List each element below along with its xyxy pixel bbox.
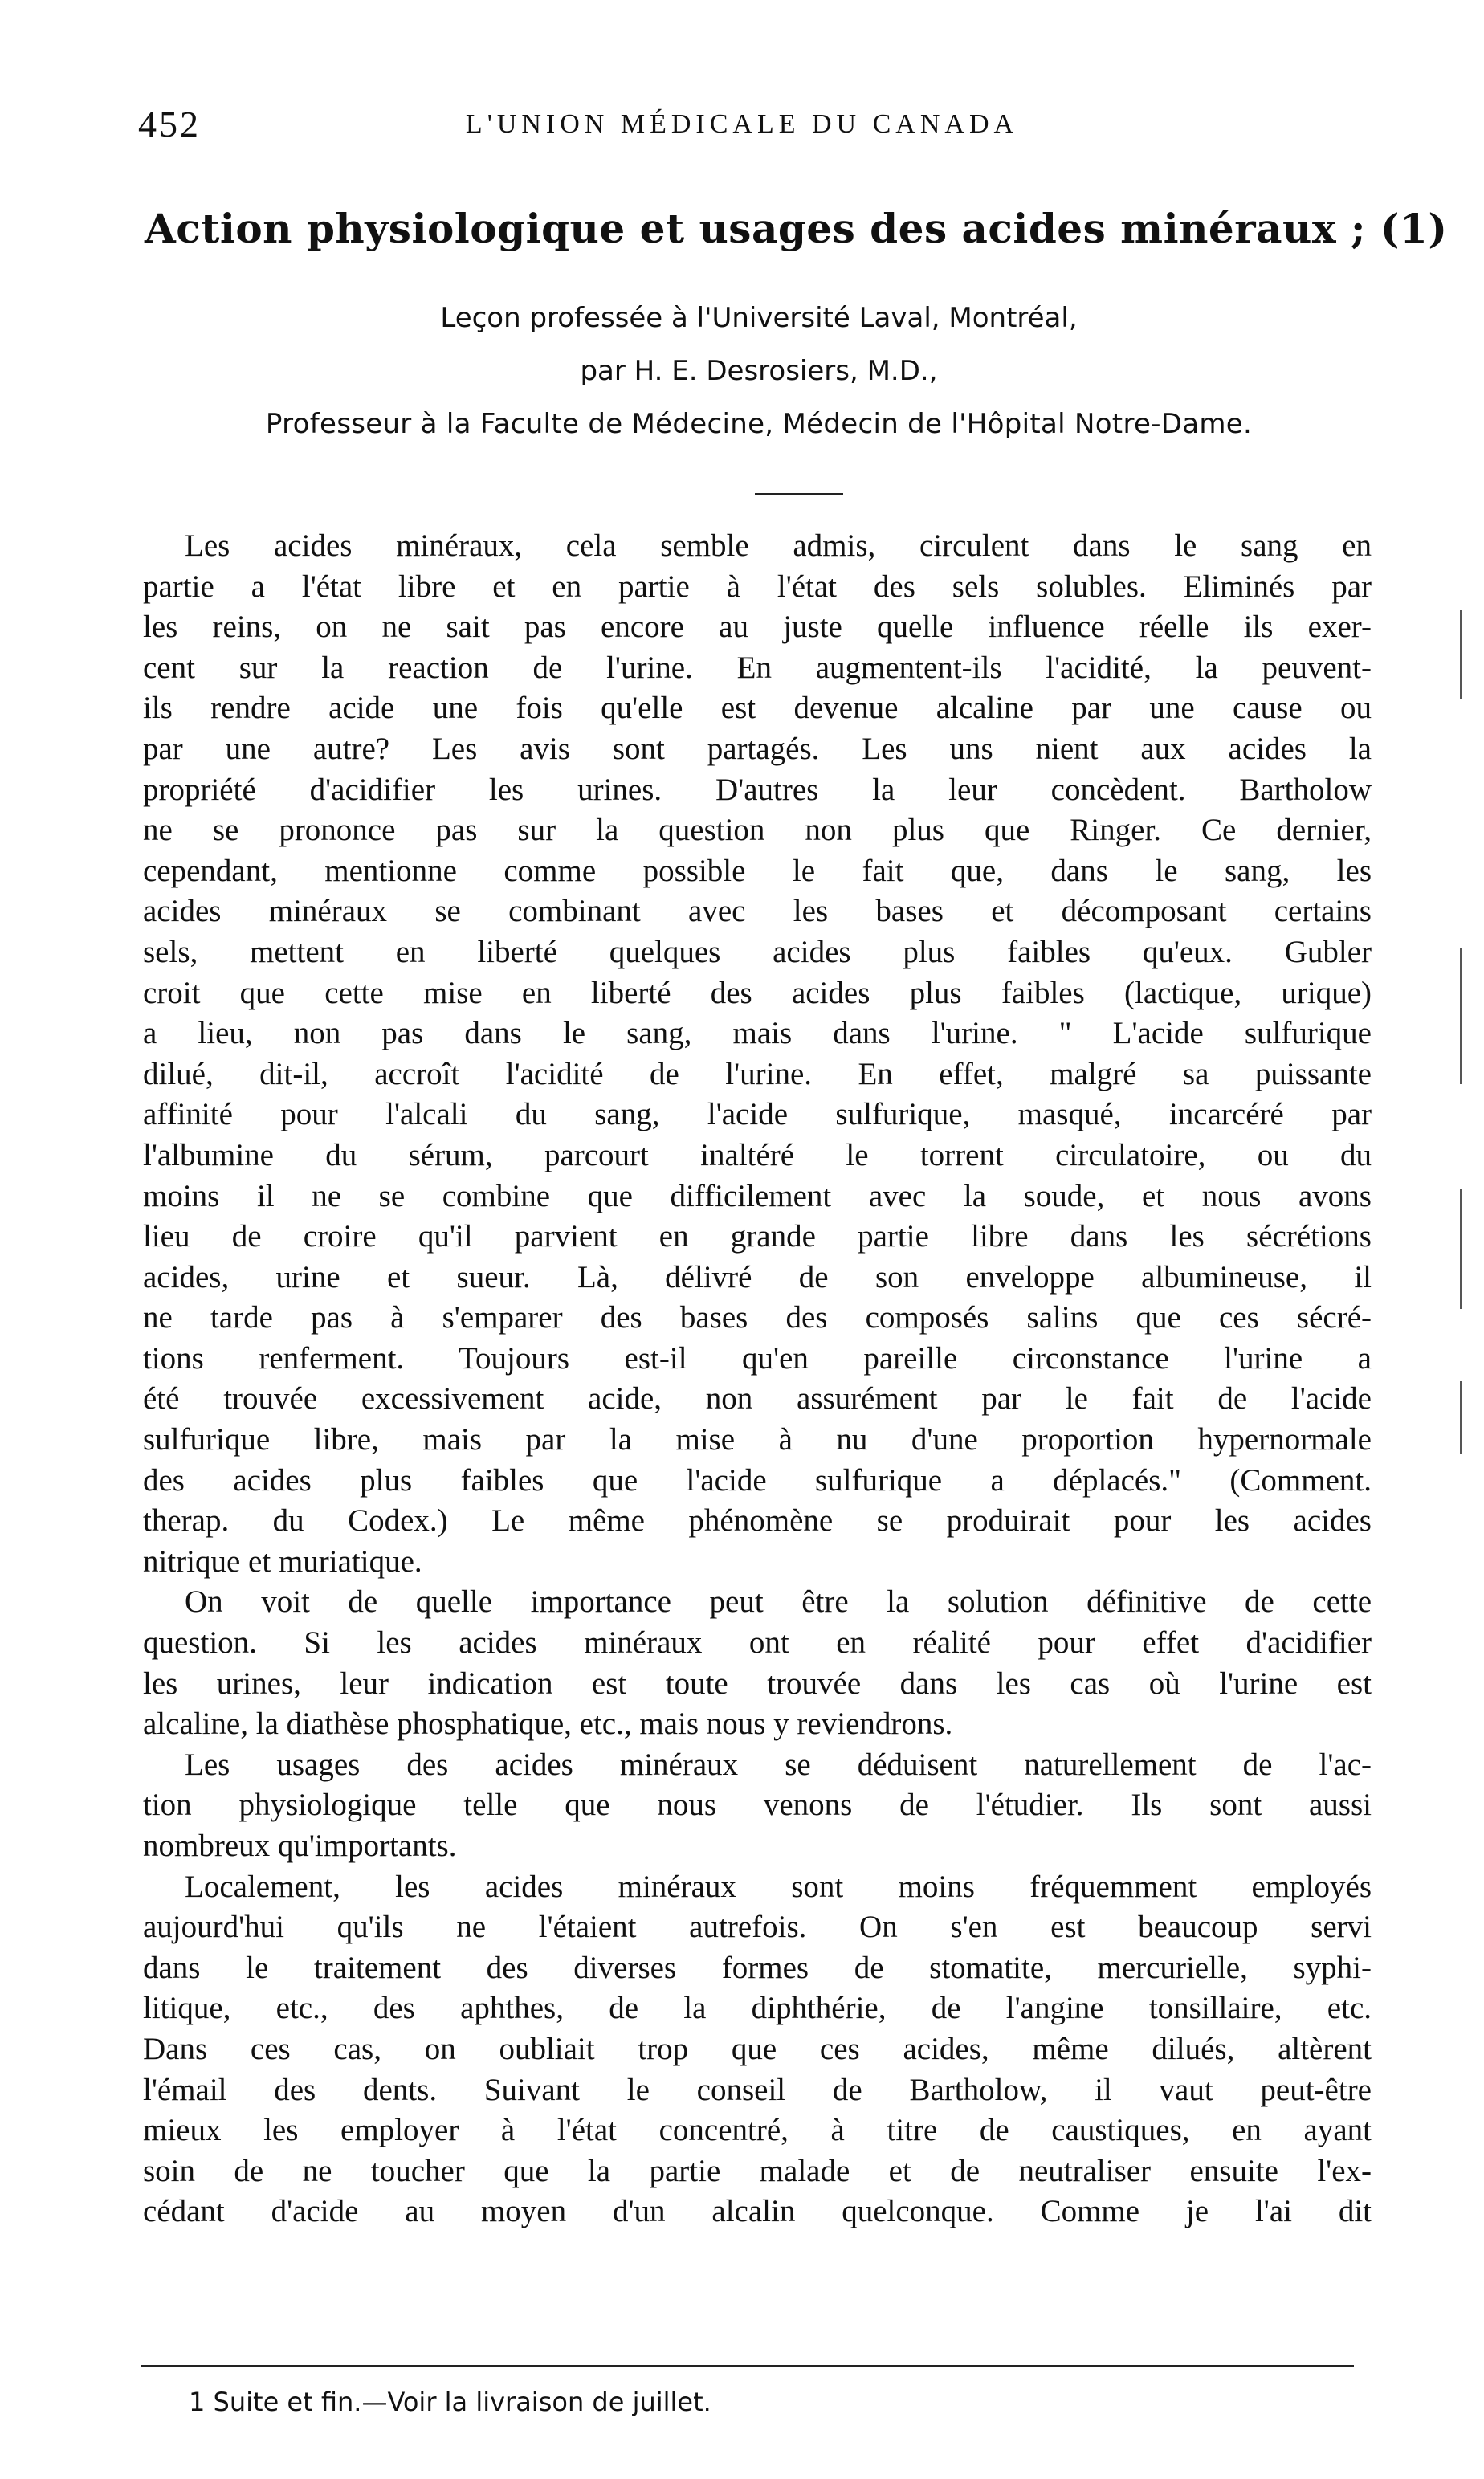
body-line: cent sur la reaction de l'urine. En augmentent-ils l'acidité, la peuvent- (143, 650, 1372, 685)
body-line: les urines, leur indication est toute trouvée dans les cas où l'urine est (143, 1666, 1372, 1701)
footnote: 1 Suite et fin.—Voir la livraison de juillet. (189, 2387, 711, 2417)
author-affiliation: Professeur à la Faculte de Médecine, Médecin de l'Hôpital Notre-Dame. (265, 408, 1253, 440)
body-line: Les acides minéraux, cela semble admis, circulent dans le sang en (185, 528, 1372, 563)
article-subtitle: Leçon professée à l'Université Laval, Montréal, (440, 302, 1078, 334)
body-line: Localement, les acides minéraux sont moins fréquemment employés (185, 1869, 1372, 1904)
body-line: des acides plus faibles que l'acide sulfurique a déplacés." (Comment. (143, 1462, 1372, 1498)
body-line: propriété d'acidifier les urines. D'autres la leur concèdent. Bartholow (143, 772, 1372, 807)
margin-mark (1460, 610, 1462, 699)
page-header (0, 103, 1484, 151)
body-line: par une autre? Les avis sont partagés. Les uns nient aux acides la (143, 731, 1372, 766)
running-head: L'UNION MÉDICALE DU CANADA (465, 109, 1019, 139)
body-line: litique, etc., des aphthes, de la diphthérie, de l'angine tonsillaire, etc. (143, 1991, 1372, 2026)
body-line: soin de ne toucher que la partie malade et de neutraliser ensuite l'ex- (143, 2153, 1372, 2188)
body-line: cédant d'acide au moyen d'un alcalin quelconque. Comme je l'ai dit (143, 2194, 1372, 2229)
body-line: dilué, dit-il, accroît l'acidité de l'urine. En effet, malgré sa puissante (143, 1056, 1372, 1091)
body-line: acides minéraux se combinant avec les bases et décomposant certains (143, 894, 1372, 929)
body-line: question. Si les acides minéraux ont en réalité pour effet d'acidifier (143, 1625, 1372, 1661)
body-line: les reins, on ne sait pas encore au juste quelle influence réelle ils exer- (143, 610, 1372, 645)
body-line: On voit de quelle importance peut être la solution définitive de cette (185, 1584, 1372, 1620)
body-line: sulfurique libre, mais par la mise à nu d'une proportion hypernormale (143, 1422, 1372, 1458)
article-title: Action physiologique et usages des acides minéraux ; (1) (145, 205, 1448, 252)
body-line: a lieu, non pas dans le sang, mais dans l'urine. " L'acide sulfurique (143, 1016, 1372, 1051)
author-line: par H. E. Desrosiers, M.D., (580, 355, 938, 387)
body-line: moins il ne se combine que difficilement avec la soude, et nous avons (143, 1178, 1372, 1213)
body-line: alcaline, la diathèse phosphatique, etc., mais nous y reviendrons. (143, 1706, 953, 1742)
body-line: croit que cette mise en liberté des acides plus faibles (lactique, urique) (143, 975, 1372, 1010)
body-line: tion physiologique telle que nous venons de l'étudier. Ils sont aussi (143, 1788, 1372, 1823)
footnote-divider (141, 2365, 1354, 2367)
body-line: acides, urine et sueur. Là, délivré de son enveloppe albumineuse, il (143, 1259, 1372, 1295)
margin-mark (1460, 948, 1462, 1084)
title-divider (755, 493, 843, 495)
body-line: ne se prononce pas sur la question non plus que Ringer. Ce dernier, (143, 813, 1372, 848)
body-line: aujourd'hui qu'ils ne l'étaient autrefois. On s'en est beaucoup servi (143, 1910, 1372, 1945)
body-line: therap. du Codex.) Le même phénomène se produirait pour les acides (143, 1503, 1372, 1539)
body-line: l'albumine du sérum, parcourt inaltéré le torrent circulatoire, ou du (143, 1137, 1372, 1172)
body-line: partie a l'état libre et en partie à l'état des sels solubles. Eliminés par (143, 569, 1372, 604)
margin-mark (1460, 1381, 1462, 1454)
page-number: 452 (138, 104, 201, 145)
body-line: ils rendre acide une fois qu'elle est devenue alcaline par une cause ou (143, 691, 1372, 726)
body-line: lieu de croire qu'il parvient en grande partie libre dans les sécrétions (143, 1219, 1372, 1254)
body-line: été trouvée excessivement acide, non assurément par le fait de l'acide (143, 1381, 1372, 1417)
body-line: Les usages des acides minéraux se déduisent naturellement de l'ac- (185, 1747, 1372, 1782)
body-line: dans le traitement des diverses formes de stomatite, mercurielle, syphi- (143, 1950, 1372, 1985)
body-line: Dans ces cas, on oubliait trop que ces acides, même dilués, altèrent (143, 2031, 1372, 2066)
body-line: l'émail des dents. Suivant le conseil de Bartholow, il vaut peut-être (143, 2072, 1372, 2107)
body-line: nitrique et muriatique. (143, 1543, 422, 1579)
body-line: cependant, mentionne comme possible le fait que, dans le sang, les (143, 853, 1372, 888)
article-body (143, 526, 1372, 2232)
body-line: affinité pour l'alcali du sang, l'acide sulfurique, masqué, incarcéré par (143, 1097, 1372, 1132)
body-line: tions renferment. Toujours est-il qu'en pareille circonstance l'urine a (143, 1340, 1372, 1376)
body-line: sels, mettent en liberté quelques acides plus faibles qu'eux. Gubler (143, 934, 1372, 969)
margin-mark (1460, 1189, 1462, 1309)
body-line: ne tarde pas à s'emparer des bases des composés salins que ces sécré- (143, 1300, 1372, 1335)
body-line: nombreux qu'importants. (143, 1829, 457, 1863)
body-line: mieux les employer à l'état concentré, à titre de caustiques, en ayant (143, 2113, 1372, 2148)
